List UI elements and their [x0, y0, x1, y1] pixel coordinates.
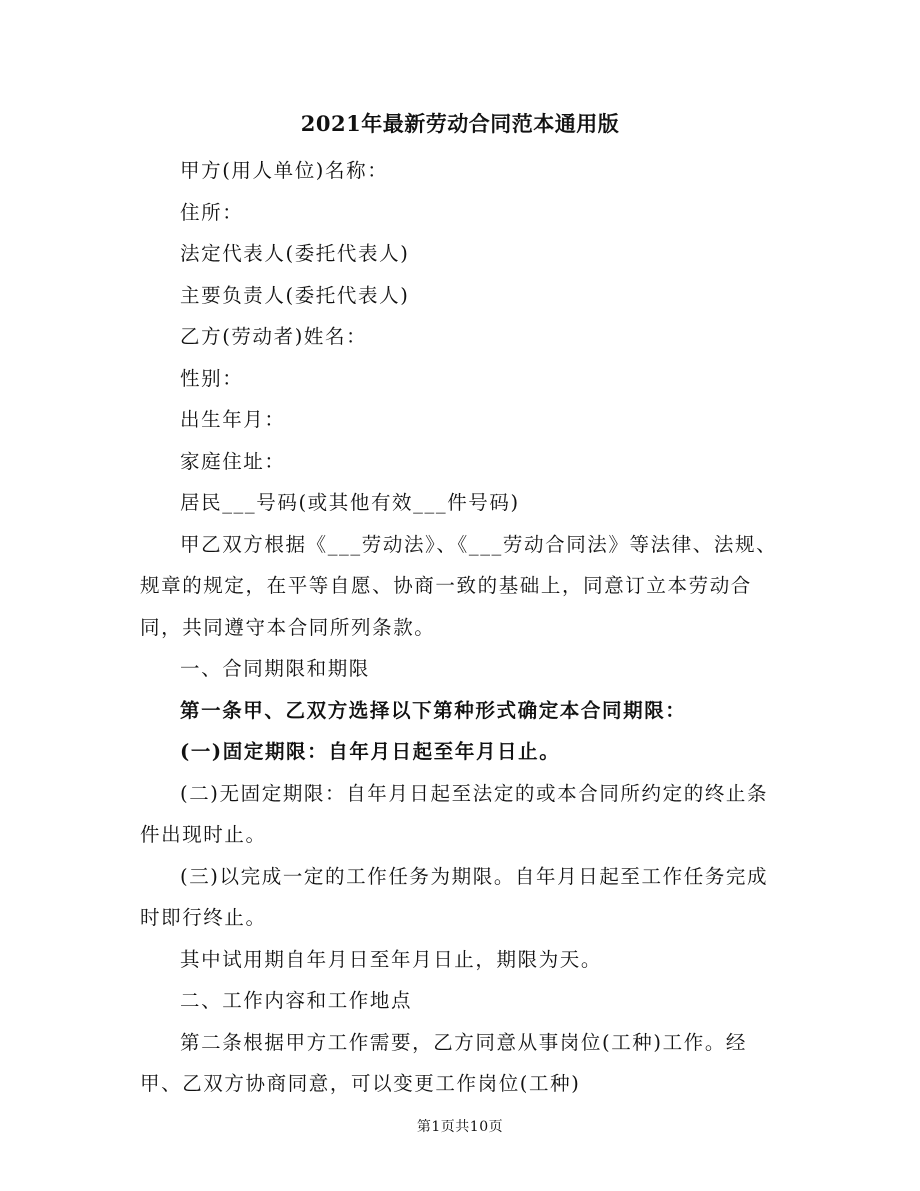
paragraph-legal-rep: 法定代表人(委托代表人): [180, 242, 410, 265]
paragraph-id-number: 居民___号码(或其他有效___件号码): [180, 491, 520, 514]
section-heading-1: 一、合同期限和期限: [180, 657, 370, 680]
article-1-option-1: (一)固定期限：自年月日起至年月日止。: [180, 740, 561, 763]
article-1-option-3: (三)以完成一定的工作任务为期限。自年月日起至工作任务完成时即行终止。: [140, 864, 769, 929]
paragraph-party-a-name: 甲方(用人单位)名称：: [180, 159, 389, 182]
paragraph-gender: 性别：: [180, 366, 244, 390]
paragraph-principal: 主要负责人(委托代表人): [180, 283, 410, 307]
paragraph-birth: 出生年月：: [180, 408, 286, 431]
article-2: 第二条根据甲方工作需要，乙方同意从事岗位(工种)工作。经甲、乙双方协商同意，可以变更工作岗位(工种): [140, 1030, 748, 1095]
page-number: 第1页共10页: [416, 1119, 504, 1135]
document-body: [140, 150, 780, 1105]
paragraph-address: 住所：: [180, 200, 244, 224]
paragraph-party-b-name: 乙方(劳动者)姓名：: [180, 325, 368, 348]
paragraph-probation: 其中试用期自年月日至年月日止，期限为天。: [180, 947, 603, 971]
paragraph-home-address: 家庭住址：: [180, 449, 286, 473]
article-1-option-2: (二)无固定期限：自年月日起至法定的或本合同所约定的终止条件出现时止。: [140, 781, 769, 846]
section-heading-2: 二、工作内容和工作地点: [180, 989, 413, 1012]
article-1: 第一条甲、乙双方选择以下第种形式确定本合同期限：: [180, 698, 687, 722]
document-title: 2021年最新劳动合同范本通用版: [300, 111, 620, 136]
paragraph-preamble: 甲乙双方根据《___劳动法》、《___劳动合同法》等法律、法规、规章的规定，在平等自愿、协商一致的基础上，同意订立本劳动合同，共同遵守本合同所列条款。: [140, 532, 778, 639]
